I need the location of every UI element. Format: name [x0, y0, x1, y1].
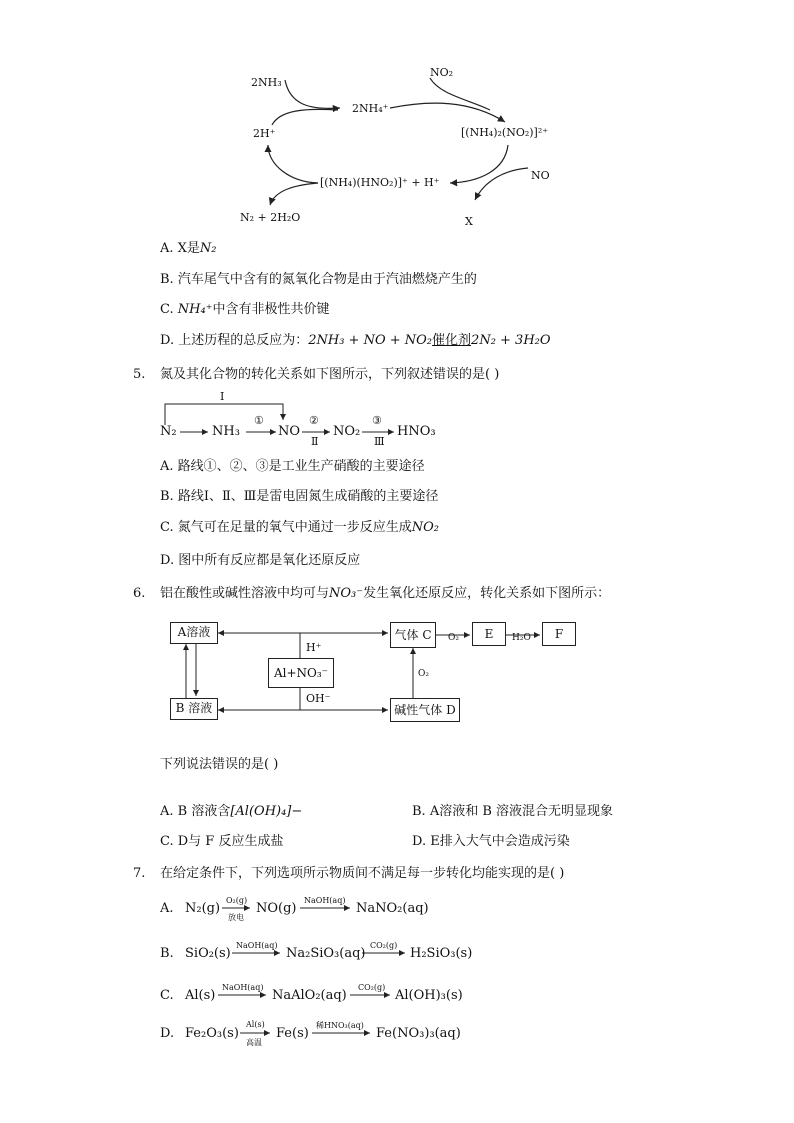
q5-option-a[interactable]: A. 路线①、②、③是工业生产硝酸的主要途径	[160, 459, 425, 474]
q5-option-c-math: NO₂	[411, 520, 439, 535]
q7-c-c2-top: CO₂(g)	[358, 983, 386, 992]
q7-a-s2: NO(g)	[256, 901, 297, 916]
q5-stem: 氮及其化合物的转化关系如下图所示，下列叙述错误的是( )	[160, 367, 500, 382]
q7-c-s3: Al(OH)₃(s)	[395, 988, 463, 1003]
complex2-label: [(NH₄)(HNO₂)]⁺ + H⁺	[320, 176, 440, 189]
q7-d-s1: Fe₂O₃(s)	[185, 1026, 239, 1041]
q7-d-s2: Fe(s)	[276, 1026, 309, 1041]
q5-nh3: NH₃	[212, 424, 240, 439]
q7-d-c1-bot: 高温	[246, 1038, 262, 1047]
q6-option-a-text: A. B 溶液含	[160, 804, 231, 819]
q6-option-a-math: [Al(OH)₄]−	[230, 804, 303, 819]
q5-no2: NO₂	[333, 424, 361, 439]
q6-h2o: H₂O	[512, 633, 531, 643]
q6-stem-suffix: 发生氧化还原反应，转化关系如下图所示：	[363, 586, 611, 601]
q6-box-e: E	[472, 622, 506, 646]
q7-option-d-label[interactable]: D.	[160, 1026, 175, 1041]
no-label: NO	[531, 169, 550, 182]
q5-circle-3: ③	[372, 414, 382, 427]
q5-hno3: HNO₃	[397, 424, 436, 439]
q6-option-c[interactable]: C. D与 F 反应生成盐	[160, 834, 284, 849]
q7-c-c1-top: NaOH(aq)	[222, 983, 264, 992]
q7-d-c2-top: 稀HNO₃(aq)	[316, 1021, 364, 1030]
q7-option-c-label[interactable]: C.	[160, 988, 174, 1003]
q4-option-c-prefix: C.	[160, 302, 178, 317]
complex1-label: [(NH₄)₂(NO₂)]²⁺	[461, 126, 549, 139]
q7-option-b-label[interactable]: B.	[160, 946, 174, 961]
q7-b-s1: SiO₂(s)	[185, 946, 231, 961]
q6-sub-stem: 下列说法错误的是( )	[160, 757, 279, 772]
q7-a-c2-top: NaOH(aq)	[304, 896, 346, 905]
q5-route-ii: Ⅱ	[311, 435, 319, 448]
q5-option-b[interactable]: B. 路线Ⅰ、Ⅱ、Ⅲ是雷电固氮生成硝酸的主要途径	[160, 489, 439, 504]
q5-route-iii: Ⅲ	[374, 435, 385, 448]
q6-oh: OH⁻	[306, 692, 331, 705]
q6-box-c: 气体 C	[390, 622, 436, 648]
q6-option-b[interactable]: B. A溶液和 B 溶液混合无明显现象	[412, 804, 614, 819]
q7-a-c1-top: O₂(g)	[226, 896, 248, 905]
q7-b-s3: H₂SiO₃(s)	[410, 946, 473, 961]
q6-h-plus: H⁺	[306, 641, 322, 654]
q4-option-d-prefix: D. 上述历程的总反应为：	[160, 333, 309, 348]
q7-a-s3: NaNO₂(aq)	[356, 901, 429, 916]
q7-c-s2: NaAlO₂(aq)	[272, 988, 347, 1003]
q6-stem-prefix: 铝在酸性或碱性溶液中均可与	[160, 586, 330, 601]
q6-o2-1: O₂	[448, 633, 459, 643]
q4-option-a-text: A. X是	[160, 241, 200, 256]
q4-option-b[interactable]: B. 汽车尾气中含有的氮氧化合物是由于汽油燃烧产生的	[160, 272, 477, 287]
products-label: N₂ + 2H₂O	[240, 211, 301, 224]
q7-b-s2: Na₂SiO₃(aq)	[286, 946, 366, 961]
q6-box-d: 碱性气体 D	[390, 698, 460, 722]
q7-number: 7.	[133, 866, 146, 881]
no2-label: NO₂	[430, 66, 454, 79]
q5-option-c-text: C. 氮气可在足量的氧气中通过一步反应生成	[160, 520, 412, 535]
q6-option-d[interactable]: D. E排入大气中会造成污染	[412, 834, 570, 849]
q7-b-c1-top: NaOH(aq)	[236, 941, 278, 950]
q4-option-d-math1: 2NH₃ + NO + NO₂	[308, 333, 433, 348]
q7-a-s1: N₂(g)	[185, 901, 221, 916]
q5-circle-1: ①	[254, 414, 264, 427]
h-plus-label: 2H⁺	[253, 127, 276, 140]
q6-stem-math: NO₃⁻	[329, 586, 364, 601]
nh4-label: 2NH₄⁺	[352, 102, 389, 115]
q6-box-center: Al+NO₃⁻	[268, 658, 334, 688]
q6-o2-2: O₂	[418, 669, 429, 679]
q7-stem: 在给定条件下，下列选项所示物质间不满足每一步转化均能实现的是( )	[160, 866, 565, 881]
q7-option-a-label[interactable]: A.	[160, 901, 174, 916]
q4-option-c-math: NH₄⁺	[177, 302, 213, 317]
q5-n2: N₂	[160, 424, 177, 439]
q5-circle-2: ②	[309, 414, 319, 427]
q7-d-s3: Fe(NO₃)₃(aq)	[376, 1026, 461, 1041]
q6-number: 6.	[133, 586, 146, 601]
q4-option-a-math: N₂	[199, 241, 217, 256]
q4-option-c-suffix: 中含有非极性共价键	[212, 302, 330, 317]
q4-option-d-math2: 2N₂ + 3H₂O	[471, 333, 551, 348]
q6-box-b: B 溶液	[170, 698, 218, 720]
q7-a-c1-bot: 放电	[228, 913, 244, 922]
q5-number: 5.	[133, 367, 146, 382]
q5-no: NO	[278, 424, 301, 439]
nh3-label: 2NH₃	[251, 76, 282, 89]
q7-d-c1-top: Al(s)	[246, 1020, 265, 1029]
q4-option-d-catalyst: 催化剂	[432, 333, 472, 348]
q7-b-c2-top: CO₂(g)	[370, 941, 398, 950]
q6-box-a: A溶液	[170, 622, 218, 644]
q6-box-f: F	[542, 622, 576, 646]
x-label: X	[465, 215, 473, 228]
q5-route-i: I	[220, 390, 225, 403]
q7-c-s1: Al(s)	[185, 988, 216, 1003]
q5-option-d[interactable]: D. 图中所有反应都是氧化还原反应	[160, 553, 361, 568]
